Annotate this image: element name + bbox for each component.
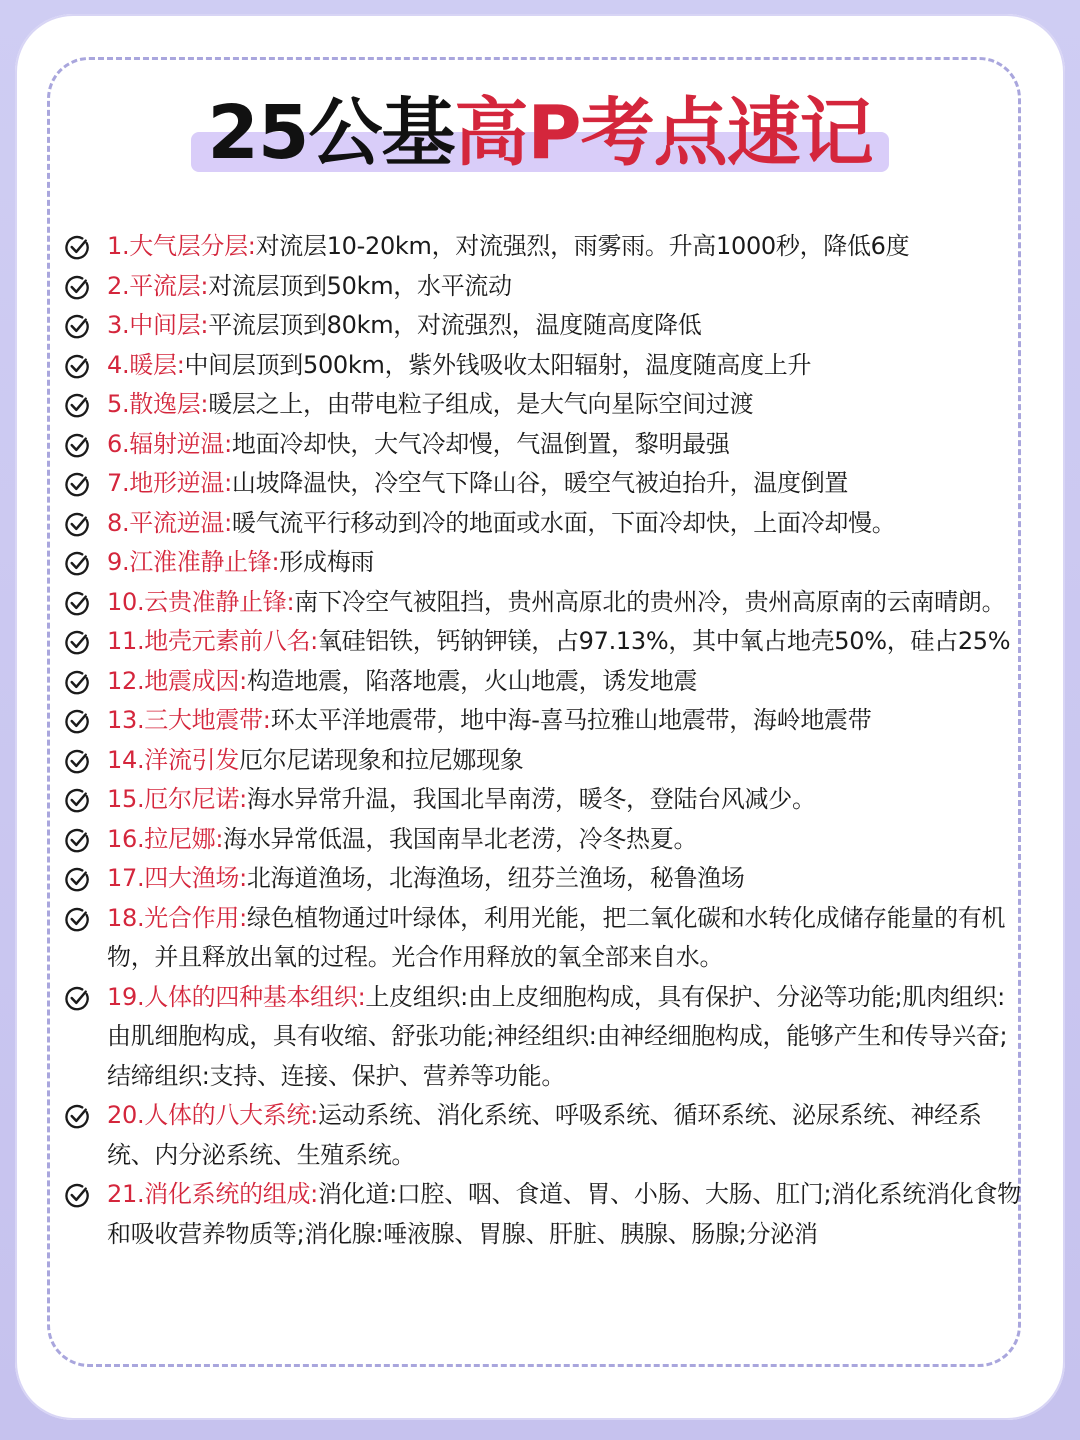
list-item [64,780,1024,820]
item-label: 9.江淮准静止锋: [107,548,280,576]
item-label: 12.地震成因: [107,666,247,695]
item-text: 厄尔尼诺现象和拉尼娜现象 [239,745,524,774]
check-circle-icon [64,550,91,577]
check-circle-icon [64,827,91,854]
item-text: 暖层之上，由带电粒子组成，是大气向星际空间过渡 [208,390,754,418]
title-part-red: 高P考点速记 [454,90,873,176]
item-text: 绿色植物通过叶绿体，利用光能，把二氧化碳和水转化成储存能量的有机物，并且释放出氧的过程。光合作用释放的氧全部来自水。 [107,903,1006,971]
item-label: 6.辐射逆温: [107,429,232,458]
list-item [64,464,1024,504]
check-circle-icon [64,985,91,1012]
check-circle-icon [64,787,91,814]
check-circle-icon [64,313,91,340]
item-text: 氧硅铝铁，钙钠钾镁，占97.13%，其中氧占地壳50%，硅占25% [317,627,1011,655]
list-item [64,899,1024,978]
check-circle-icon [64,590,91,617]
item-text: 地面冷却快，大气冷却慢，气温倒置，黎明最强 [231,429,730,458]
title-part-black: 25公基 [207,90,455,176]
item-text: 对流层10-20km，对流强烈，雨雾雨。升高1000秒，降低6度 [255,232,910,260]
list-item [64,859,1024,899]
item-text: 海水异常升温，我国北旱南涝，暖冬，登陆台风减少。 [246,785,816,813]
check-circle-icon [64,511,91,538]
check-circle-icon [64,353,91,380]
item-text: 中间层顶到500km，紫外钱吸收太阳辐射，温度随高度上升 [184,350,812,379]
list-item [64,1175,1024,1254]
item-text: 海水异常低温，我国南旱北老涝，冷冬热夏。 [223,824,698,853]
check-circle-icon [64,1182,91,1209]
item-label: 18.光合作用: [107,903,247,932]
check-circle-icon [64,392,91,419]
item-text: 环太平洋地震带，地中海-喜马拉雅山地震带，海岭地震带 [270,706,872,734]
item-label: 2.平流层: [107,271,209,300]
list-item [64,701,1024,741]
item-label: 3.中间层: [107,311,209,339]
item-text: 平流层顶到80km，对流强烈，温度随高度降低 [208,311,702,339]
list-item [64,227,1024,267]
item-text: 形成梅雨 [279,548,375,576]
item-label: 19.人体的四种基本组织: [107,982,366,1011]
item-text: 暖气流平行移动到冷的地面或水面，下面冷却快，上面冷却慢。 [231,508,896,537]
list-item [64,425,1024,465]
title-area [0,88,1080,178]
list-item [64,978,1024,1097]
check-circle-icon [64,748,91,775]
item-label: 15.厄尔尼诺: [107,785,247,813]
check-circle-icon [64,669,91,696]
item-text: 运动系统、消化系统、呼吸系统、循环系统、泌尿系统、神经系统、内分泌系统、生殖系统。 [107,1101,982,1169]
item-label: 7.地形逆温: [107,469,232,497]
item-label: 8.平流逆温: [107,508,232,537]
item-label: 11.地壳元素前八名: [107,627,318,655]
item-text: 对流层顶到50km，水平流动 [208,271,512,300]
item-text: 山坡降温快，冷空气下降山谷，暖空气被迫抬升，温度倒置 [231,469,849,497]
list-item [64,346,1024,386]
item-label: 10.云贵准静止锋: [107,587,295,616]
item-text: 北海道渔场，北海渔场，纽芬兰渔场，秘鲁渔场 [246,864,745,892]
item-text: 南下冷空气被阻挡，贵州高原北的贵州冷，贵州高原南的云南晴朗。 [294,587,1006,616]
item-label: 1.大气层分层: [107,232,256,260]
list-item [64,385,1024,425]
check-circle-icon [64,866,91,893]
list-item [64,741,1024,781]
check-circle-icon [64,708,91,735]
list-item [64,306,1024,346]
list-item [64,622,1024,662]
item-text: 消化道:口腔、咽、食道、胃、小肠、大肠、肛门;消化系统消化食物和吸收营养物质等;消化腺:唾液腺、胃腺、肝脏、胰腺、肠腺;分泌消 [107,1180,1021,1248]
check-circle-icon [64,471,91,498]
list-item [64,267,1024,307]
item-label: 5.散逸层: [107,390,209,418]
item-label: 13.三大地震带: [107,706,271,734]
item-text: 构造地震，陷落地震，火山地震，诱发地震 [246,666,698,695]
check-circle-icon [64,234,91,261]
check-circle-icon [64,1103,91,1130]
knowledge-list [64,227,1024,1254]
list-item [64,662,1024,702]
check-circle-icon [64,906,91,933]
item-text: 上皮组织:由上皮细胞构成，具有保护、分泌等功能;肌肉组织:由肌细胞构成，具有收缩、舒张功能;神经组织:由神经细胞构成，能够产生和传导兴奋;结缔组织:支持、连接、保护、营养等功能。 [107,982,1008,1090]
list-item [64,583,1024,623]
page-title [191,88,888,178]
list-item [64,504,1024,544]
item-label: 17.四大渔场: [107,864,247,892]
check-circle-icon [64,629,91,656]
item-label: 14.洋流引发 [107,745,240,774]
check-circle-icon [64,274,91,301]
list-item [64,1096,1024,1175]
item-label: 20.人体的八大系统: [107,1101,318,1129]
item-label: 4.暖层: [107,350,185,379]
list-item [64,543,1024,583]
list-item [64,820,1024,860]
item-label: 16.拉尼娜: [107,824,224,853]
item-label: 21.消化系统的组成: [107,1180,318,1208]
check-circle-icon [64,432,91,459]
